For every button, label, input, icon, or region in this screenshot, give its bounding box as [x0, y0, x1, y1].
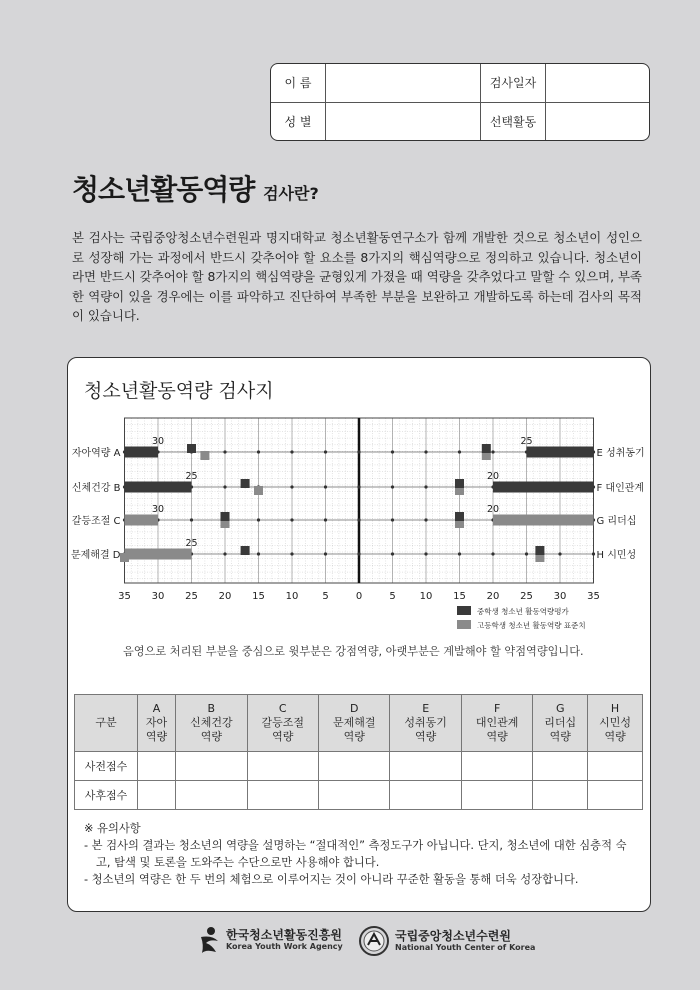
score-bar: [493, 482, 594, 493]
row-dot: [458, 552, 461, 555]
score-input-cell[interactable]: [138, 752, 176, 781]
row-label: 신체건강 B: [71, 483, 121, 494]
score-column-header-name1: 시민성: [599, 716, 632, 729]
score-input-cell[interactable]: [588, 752, 643, 781]
row-dot: [424, 450, 427, 453]
score-column-header-name2: 역량: [604, 730, 626, 743]
score-input-cell[interactable]: [390, 781, 461, 810]
legend-swatch: [457, 606, 471, 615]
row-label: 갈등조절 C: [71, 516, 121, 527]
score-column-header-name2: 역량: [200, 730, 222, 743]
score-column-header-name2: 역량: [343, 730, 365, 743]
bar-value-label: 20: [486, 471, 500, 482]
score-input-cell[interactable]: [461, 752, 532, 781]
x-tick-label: 30: [553, 591, 567, 602]
high-school-block: [200, 451, 209, 460]
row-dot: [324, 518, 327, 521]
row-label: G 리더십: [596, 516, 637, 527]
name-field[interactable]: [326, 64, 481, 102]
score-input-cell[interactable]: [588, 781, 643, 810]
score-input-cell[interactable]: [461, 781, 532, 810]
footer: [0, 925, 700, 965]
row-dot: [223, 552, 226, 555]
score-column-header-name1: 성취동기: [404, 716, 447, 729]
x-tick-label: 10: [285, 591, 299, 602]
caution-item: - 청소년의 역량은 한 두 번의 체험으로 이루어지는 것이 아니라 꾸준한 활동을 통해 더욱 성장합니다.: [84, 873, 579, 886]
x-tick-label: 10: [419, 591, 433, 602]
name-label: 이 름: [271, 64, 326, 102]
score-input-cell[interactable]: [533, 752, 588, 781]
row-dot: [357, 485, 360, 488]
score-table-corner: 구분: [75, 695, 138, 752]
row-label: 자아역량 A: [71, 448, 121, 459]
kywa-name-en: Korea Youth Work Agency: [226, 942, 343, 951]
gender-field[interactable]: [326, 102, 481, 140]
competency-chart: [68, 358, 650, 638]
row-label: 문제해결 D: [70, 550, 121, 561]
row-dot: [391, 485, 394, 488]
high-school-block: [254, 486, 263, 495]
x-tick-label: 35: [118, 591, 131, 602]
legend-swatch: [457, 620, 471, 629]
row-dot: [558, 552, 561, 555]
score-column-header-name1: 문제해결: [332, 716, 376, 729]
activity-field[interactable]: [546, 102, 650, 140]
x-tick-label: 30: [151, 591, 165, 602]
score-column-header-name2: 역량: [486, 730, 508, 743]
middle-school-block: [221, 512, 230, 521]
score-column-header-name1: 갈등조절: [261, 716, 305, 729]
row-dot: [391, 450, 394, 453]
row-dot: [357, 450, 360, 453]
row-dot: [290, 552, 293, 555]
x-tick-label: 35: [587, 591, 600, 602]
score-input-cell[interactable]: [138, 781, 176, 810]
nyc-name: 국립중앙청소년수련원: [395, 929, 511, 943]
page-title: [72, 168, 319, 208]
row-dot: [290, 518, 293, 521]
test-date-field[interactable]: [546, 64, 650, 102]
middle-school-block: [241, 546, 250, 555]
score-column-header-name1: 자아: [145, 716, 168, 729]
row-dot: [525, 552, 528, 555]
score-column-header-letter: D: [349, 702, 359, 715]
row-dot: [223, 450, 226, 453]
score-input-cell[interactable]: [319, 781, 390, 810]
legend-label: 중학생 청소년 활동역량평가: [477, 607, 569, 616]
score-bar: [125, 515, 159, 526]
row-dot: [592, 552, 595, 555]
score-input-cell[interactable]: [390, 752, 461, 781]
row-dot: [391, 518, 394, 521]
score-bar: [527, 447, 594, 458]
row-dot: [424, 485, 427, 488]
score-table: [74, 694, 643, 810]
score-column-header-letter: A: [152, 702, 161, 715]
row-dot: [324, 552, 327, 555]
row-dot: [491, 450, 494, 453]
legend-label: 고등학생 청소년 활동역량 표준치: [477, 621, 586, 630]
score-input-cell[interactable]: [247, 781, 318, 810]
middle-school-block: [482, 444, 491, 453]
score-bar: [125, 482, 192, 493]
score-row: [75, 752, 643, 781]
score-bar: [125, 447, 159, 458]
test-sheet-card: [67, 357, 651, 912]
x-tick-label: 25: [520, 591, 533, 602]
shade-note: 음영으로 처리된 부분을 중심으로 윗부분은 강점역량, 아랫부분은 계발해야 할 약점역량입니다.: [123, 645, 584, 658]
row-label: F 대인관계: [596, 483, 645, 494]
x-tick-label: 15: [252, 591, 265, 602]
score-column-header: [390, 695, 461, 752]
page-title-sub: 검사란?: [263, 184, 319, 203]
row-dot: [257, 552, 260, 555]
score-column-header-letter: B: [207, 702, 216, 715]
caution-heading: ※ 유의사항: [84, 822, 141, 835]
gender-label: 성 별: [271, 102, 326, 140]
test-date-label: 검사일자: [481, 64, 546, 102]
bar-value-label: 25: [520, 436, 533, 447]
row-dot: [324, 450, 327, 453]
nyc-logo: [358, 925, 535, 957]
x-tick-label: 20: [486, 591, 500, 602]
kywa-name: 한국청소년활동진흥원: [226, 928, 342, 942]
row-dot: [257, 518, 260, 521]
score-column-header-letter: H: [610, 702, 620, 715]
row-dot: [391, 552, 394, 555]
row-label: H 시민성: [596, 550, 637, 561]
x-tick-label: 5: [322, 591, 329, 602]
score-column-header-letter: C: [278, 702, 287, 715]
middle-school-block: [535, 546, 544, 555]
middle-school-block: [455, 512, 464, 521]
score-bar: [493, 515, 594, 526]
score-column-header-name2: 역량: [145, 730, 168, 743]
kywa-logo: [198, 925, 343, 955]
row-dot: [424, 518, 427, 521]
middle-school-block: [241, 479, 250, 488]
score-row: [75, 781, 643, 810]
row-dot: [491, 552, 494, 555]
nyc-name-en: National Youth Center of Korea: [395, 943, 536, 952]
row-dot: [458, 450, 461, 453]
score-input-cell[interactable]: [533, 781, 588, 810]
row-dot: [357, 552, 360, 555]
score-column-header: [247, 695, 318, 752]
score-column-header-letter: E: [422, 702, 430, 715]
row-dot: [190, 518, 193, 521]
kywa-emblem-icon: [198, 925, 222, 955]
score-row-label: 사후점수: [75, 781, 138, 810]
score-column-header-name2: 역량: [549, 730, 571, 743]
row-label: E 성취동기: [596, 448, 645, 459]
score-column-header-name1: 대인관계: [475, 716, 519, 729]
caution-notes: [84, 820, 634, 888]
row-dot: [424, 552, 427, 555]
row-dot: [223, 485, 226, 488]
x-tick-label: 5: [389, 591, 396, 602]
bar-value-label: 20: [486, 504, 500, 515]
row-dot: [290, 450, 293, 453]
page-title-main: 청소년활동역량: [72, 173, 255, 206]
score-input-cell[interactable]: [319, 752, 390, 781]
nyc-emblem-icon: [358, 925, 390, 957]
student-info-box: [270, 63, 650, 141]
row-dot: [357, 518, 360, 521]
score-column-header-letter: F: [493, 702, 501, 715]
score-row-label: 사전점수: [75, 752, 138, 781]
score-input-cell[interactable]: [176, 781, 247, 810]
bar-value-label: 25: [185, 471, 198, 482]
x-tick-label: 0: [355, 591, 363, 602]
score-column-header: [138, 695, 176, 752]
x-tick-label: 20: [218, 591, 232, 602]
score-column-header-name2: 역량: [415, 730, 437, 743]
score-input-cell[interactable]: [247, 752, 318, 781]
x-tick-label: 15: [453, 591, 466, 602]
bar-value-label: 25: [185, 538, 198, 549]
test-sheet-title: 청소년활동역량 검사지: [84, 380, 274, 402]
x-tick-label: 25: [185, 591, 198, 602]
activity-label: 선택활동: [481, 102, 546, 140]
middle-school-block: [187, 444, 196, 453]
score-column-header: [319, 695, 390, 752]
score-column-header-name2: 역량: [272, 730, 294, 743]
middle-school-block: [455, 479, 464, 488]
score-bar: [125, 549, 192, 560]
score-column-header-letter: G: [555, 702, 565, 715]
row-dot: [257, 450, 260, 453]
bar-value-label: 30: [151, 504, 165, 515]
row-dot: [324, 485, 327, 488]
score-column-header: [588, 695, 643, 752]
score-column-header-name1: 리더십: [544, 716, 577, 729]
caution-item: - 본 검사의 결과는 청소년의 역량을 설명하는 “절대적인” 측정도구가 아닙니다. 단지, 청소년에 대한 심층적 숙고, 탐색 및 토론을 도와주는 수단으로만 사용해야 합니다.: [84, 839, 627, 869]
score-column-header: [461, 695, 532, 752]
score-input-cell[interactable]: [176, 752, 247, 781]
bar-value-label: 30: [151, 436, 165, 447]
score-column-header: [176, 695, 247, 752]
score-column-header-name1: 신체건강: [190, 716, 233, 729]
score-column-header: [533, 695, 588, 752]
intro-paragraph: 본 검사는 국립중앙청소년수련원과 명지대학교 청소년활동연구소가 함께 개발한 것으로 청소년이 성인으로 성장해 가는 과정에서 반드시 갖추어야 할 요소를 8가지의 핵심역량으로 정의하고 있습니다. 청소년이라면 반드시 갖추어야 할 8가지의 핵심역량을 균형있게 가졌을 때 역량을 갖추었다고 말할 수 있으며, 부족한 역량이 있을 경우에는 이를 파악하고 진단하여 부족한 부분을 보완하고 개발하도록 하는데 검사의 목적이 있습니다.: [72, 230, 642, 323]
row-dot: [290, 485, 293, 488]
